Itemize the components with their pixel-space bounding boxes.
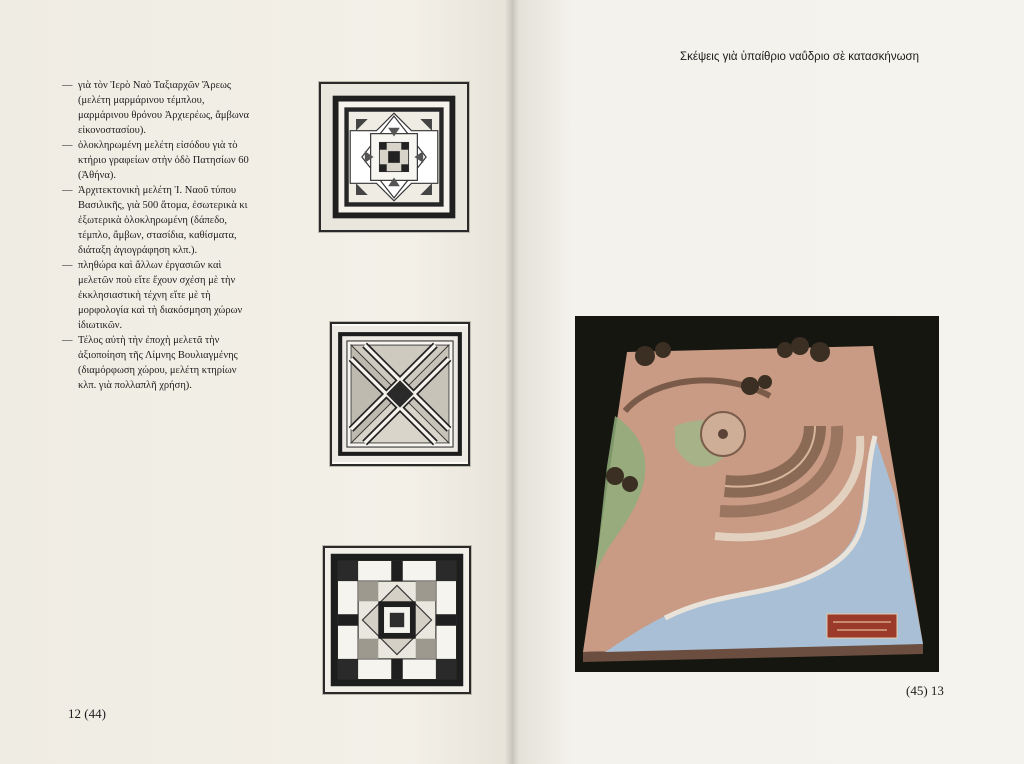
list-item: — Τέλος αὐτὴ τὴν ἐποχὴ μελετᾶ τὴν ἀξιοποίηση τῆς Λίμνης Βουλιαγμένης (διαμόρφωση χώρου, μελέτη κτηρίων κλπ. γιὰ πολλαπλῆ χρήση). (62, 335, 238, 391)
list-item-text: γιὰ τὸν Ἱερὸ Ναὸ Ταξιαρχῶν Ἄρεως (μελέτη μαρμάρινου τέμπλου, μαρμάρινου θρόνου Ἀρχιερέως, ἄμβωνα εἰκονοστασίου). (78, 80, 250, 136)
page-header: Σκέψεις γιὰ ὑπαίθριο ναΰδριο σὲ κατασκήνωση (680, 51, 920, 63)
list-item-text: πληθώρα καὶ ἄλλων ἐργασιῶν καὶ μελετῶν ποὺ εἴτε ἔχουν σχέση μὲ τὴν ἐκκλησιαστικὴ τέχνη εἴτε μὲ τὴ μορφολογία καὶ τὴ διακόσμηση χώρων ἰδιωτικῶν. (78, 260, 243, 331)
floor-tile-design-squares (323, 546, 471, 694)
squares-tile-drawing (325, 548, 469, 692)
project-list (60, 78, 250, 393)
list-item-text: Ἀρχιτεκτονικὴ μελέτη Ἱ. Ναοῦ τύπου Βασιλικῆς, γιὰ 500 ἄτομα, ἐσωτερικὰ κι ἐξωτερικὰ ὁλοκληρωμένη (δάπεδο, τέμπλο, ἄμβων, στασίδια, καθίσματα, διάταξη ἁγιογράφηση κλπ.). (78, 185, 248, 256)
floor-tile-design-cross (330, 322, 470, 466)
architectural-model-photo (575, 316, 939, 672)
list-item-text: Τέλος αὐτὴ τὴν ἐποχὴ μελετᾶ τὴν ἀξιοποίηση τῆς Λίμνης Βουλιαγμένης (διαμόρφωση χώρου, μελέτη κτηρίων κλπ. γιὰ πολλαπλῆ χρήση). (78, 335, 238, 391)
list-item-text: ὁλοκληρωμένη μελέτη εἰσόδου γιὰ τὸ κτήριο γραφείων στὴν ὁδὸ Πατησίων 60 (Ἀθήνα). (78, 140, 249, 181)
floor-tile-design-star (319, 82, 469, 232)
list-item: — γιὰ τὸν Ἱερὸ Ναὸ Ταξιαρχῶν Ἄρεως (μελέτη μαρμάρινου τέμπλου, μαρμάρινου θρόνου Ἀρχιερέως, ἄμβωνα εἰκονοστασίου). (62, 80, 250, 136)
list-item: — ὁλοκληρωμένη μελέτη εἰσόδου γιὰ τὸ κτήριο γραφείων στὴν ὁδὸ Πατησίων 60 (Ἀθήνα). (62, 140, 249, 181)
model-photo-drawing (575, 316, 939, 672)
page-number-right: (45) 13 (906, 683, 944, 698)
star-tile-drawing (321, 84, 467, 230)
cross-tile-drawing (332, 324, 468, 464)
list-item: — πληθώρα καὶ ἄλλων ἐργασιῶν καὶ μελετῶν ποὺ εἴτε ἔχουν σχέση μὲ τὴν ἐκκλησιαστικὴ τέχνη εἴτε μὲ τὴ μορφολογία καὶ τὴ διακόσμηση χώρων ἰδιωτικῶν. (62, 260, 243, 331)
book-gutter (505, 0, 519, 764)
list-item: — Ἀρχιτεκτονικὴ μελέτη Ἱ. Ναοῦ τύπου Βασιλικῆς, γιὰ 500 ἄτομα, ἐσωτερικὰ κι ἐξωτερικὰ ὁλοκληρωμένη (δάπεδο, τέμπλο, ἄμβων, στασίδια, καθίσματα, διάταξη ἁγιογράφηση κλπ.). (62, 185, 248, 256)
page-number-left: 12 (44) (68, 706, 106, 721)
